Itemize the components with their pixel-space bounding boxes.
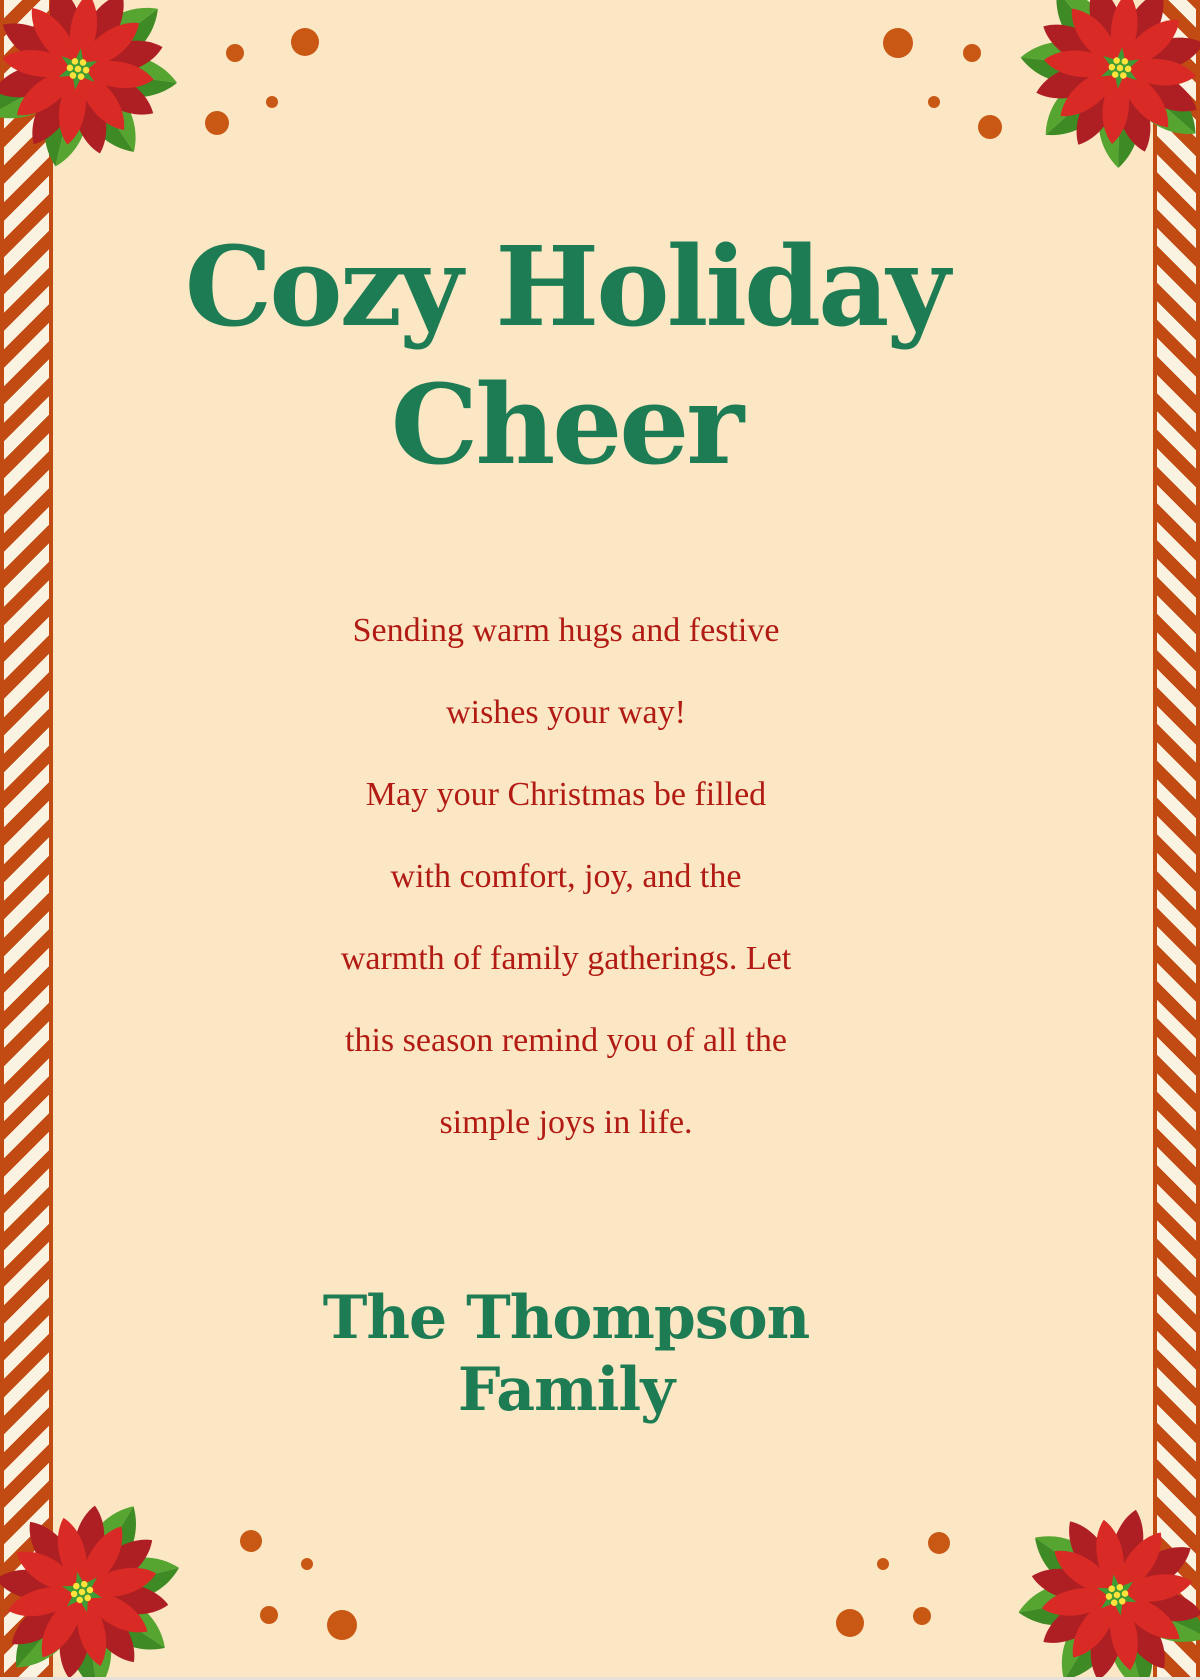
message-line: warmth of family gatherings. Let <box>340 940 792 977</box>
confetti-dot <box>327 1610 357 1640</box>
confetti-dot <box>877 1558 889 1570</box>
confetti-dot <box>913 1607 931 1625</box>
title-line-2: Cheer <box>390 360 742 489</box>
message-line: simple joys in life. <box>439 1104 693 1141</box>
message-line: this season remind you of all the <box>345 1022 787 1059</box>
confetti-dot <box>301 1558 313 1570</box>
confetti-dot <box>260 1606 278 1624</box>
confetti-dot <box>836 1609 864 1637</box>
message-line: Sending warm hugs and festive <box>352 612 780 649</box>
confetti-dot <box>240 1530 262 1552</box>
confetti-dot <box>928 1532 950 1554</box>
card-title <box>0 218 1132 494</box>
card-message <box>0 590 1132 1164</box>
title-line-1: Cozy Holiday <box>184 222 948 351</box>
message-line: wishes your way! <box>446 694 686 731</box>
poinsettia-flower-bottom-left <box>0 1471 203 1680</box>
signature-line-2: Family <box>457 1355 675 1425</box>
message-line: with comfort, joy, and the <box>390 858 742 895</box>
card-signature <box>0 1282 1132 1426</box>
candy-cane-border-right <box>1153 0 1200 1680</box>
signature-line-1: The Thompson <box>322 1283 810 1353</box>
poinsettia-flower-bottom-right <box>1001 1479 1200 1680</box>
message-line: May your Christmas be filled <box>365 776 767 813</box>
